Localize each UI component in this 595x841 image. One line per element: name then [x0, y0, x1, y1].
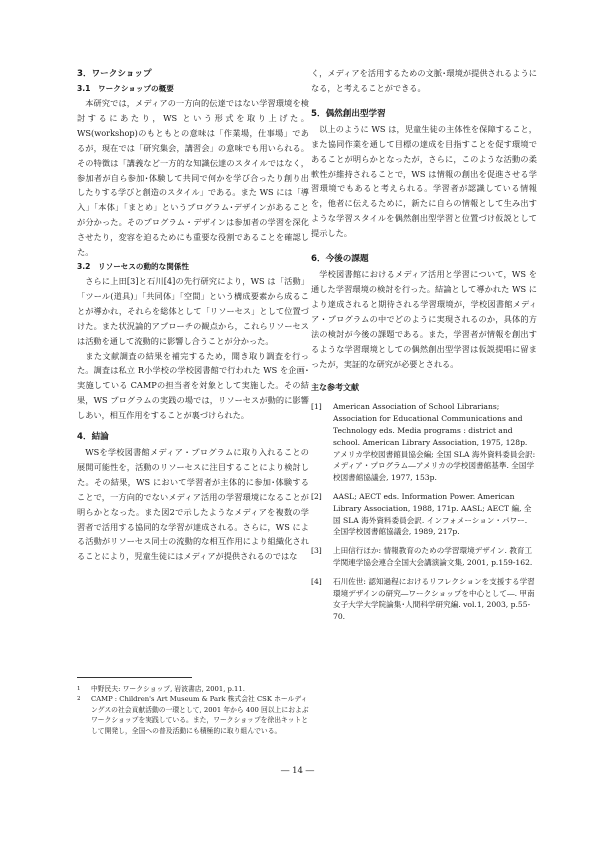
reference-number: [3]	[311, 546, 322, 556]
section-6-heading: 6．今後の課題	[311, 254, 369, 265]
reference-number: [4]	[311, 576, 322, 586]
section-5-heading: 5．偶然創出型学習	[311, 108, 386, 119]
section-3-2-heading: 3.2 リソーセスの動的な関係性	[77, 261, 190, 271]
page-number: ― 14 ―	[280, 766, 315, 776]
section-3-2-paragraph-2: また文献調査の結果を補完するため，聞き取り調査を行った。調査は私立 R小学校の学校図書館で行われた WS を企画･実施している CAMPの担当者を対象として実施した。その結果，WS プログラムの実践の場では，リソーセスが動的に影響しあい，相互作用をすることが裏づけられた。	[77, 350, 309, 421]
footnote-mark: 1	[77, 686, 81, 692]
section-4-paragraph: WSを学校図書館メディア・プログラムに取り入れることの展開可能性を，活動のリソーセスに注目することにより検討した。その結果，WS において学習者が主体的に参加･体験することで，一方向的でないメディア活用の学習環境になることが明らかとなった。また図2で示したようなメディアを複数の学習者で活用する協同的な学習が達成される。さらに，WS による活動がリソーセス同士の流動的な相互作用により組織化されることにより，児童生徒にはメディアが提供されるのではな	[77, 447, 309, 562]
references-heading: 主な参考文献	[311, 383, 359, 393]
reference-item	[311, 545, 537, 569]
section-3-1-paragraph: 本研究では，メディアの一方向的伝達ではない学習環境を検討するにあたり，WS という形式を取り上げた。WS(workshop)のもともとの意味は「作業場，仕事場」であるが，現在では「研究集会，講習会」の意味でも用いられる。その特徴は「講義など一方的な知識伝達のスタイルではなく，参加者が自ら参加･体験して共同で何かを学び合ったり創り出したりする学びと創造のスタイル」である。また WS には「導入」「本体」「まとめ」というプログラム･デザインがあることが分かった。そのプログラム・デザインは参加者の学習を深化させたり，変容を迫るためにも重要な役割であることを確認した。	[77, 98, 309, 258]
section-3-2-paragraph-1: さらに上田[3]と石川[4]の先行研究により，WS は「活動」「ツール(道具)」「共同体」「空間」という構成要素から成ることが導かれ，それらを総体として「リソーセス」として位置づけた。また状況論的アプローチの観点から，これらリソーセスは活動を通して流動的に影響し合うことが分かった。	[77, 275, 309, 346]
footnotes	[77, 684, 309, 736]
reference-text: AASL; AECT eds. Information Power. American Library Association, 1988, 171p. AASL; AECT 編, 全国 SLA 海外資料委員会訳. インフォメーション・パワー. 全国学校図書館協議会, 1989, 217p.	[333, 491, 532, 537]
footnote	[77, 694, 309, 736]
reference-item	[311, 401, 537, 484]
reference-text: American Association of School Librarians; Association for Educational Communications and Technology eds. Media programs : district and school. American Library Association, 1975, 128p. アメリカ学校図書館員協会編; 全国 SLA 海外資料委員会訳: メディア・プログラム―アメリカの学校図書館基準. 全国学校図書館協議会, 1977, 153p.	[333, 402, 536, 483]
reference-text: 上田信行ほか: 情報教育のための学習環境デザイン. 教育工学関連学協会連合全国大会講演論文集, 2001, p.159-162.	[333, 546, 533, 567]
reference-number: [2]	[311, 491, 322, 501]
section-5-paragraph: 以上のように WS は，児童生徒の主体性を保障すること，また協同作業を通して目標の達成を目指すことを促す環境であることが明らかとなったが，さらに，このような活動の柔軟性が維持されることで，WS は情報の創出を促進させる学習環境でもあると考えられる。学習者が認識している情報を，他者に伝えるために，新たに自らの情報として生み出すような学習スタイルを偶然創出型学習と位置づけ仮説として提示した。	[311, 123, 537, 239]
reference-number: [1]	[311, 402, 322, 412]
reference-item	[311, 576, 537, 623]
footnote-divider	[77, 677, 192, 678]
reference-list	[311, 401, 537, 623]
reference-text: 石川佐世: 認知過程におけるリフレクションを支援する学習環境デザインの研究―ワークショップを中心として―. 甲南女子大学大学院論集･人間科学研究編. vol.1, 2003, p.55-70.	[333, 576, 535, 622]
footnote-text: 中野民夫: ワークショップ, 岩波書店, 2001, p.11.	[91, 685, 245, 693]
footnote-text: CAMP : Children's Art Museum & Park 株式会社 CSK ホールディングスの社会貢献活動の一環として, 2001 年から 400 回以上におよぶワークショップを実践している。また，ワークショップを徐出キットとして開発し，全国への普及活動にも積極的に取り組んでいる。	[91, 695, 309, 735]
section-3-heading: 3．ワークショップ	[77, 69, 152, 79]
section-6-paragraph: 学校図書館におけるメディア活用と学習について，WS を通した学習環境の検討を行った。結論として導かれた WS により達成されると期待される学習環境が，学校図書館メディア・プログラムの中でどのように実現されるのか，具体的方法の検討が今後の課題である。また，学習者が情報を創出するような学習環境としての偶然創出型学習は仮説提唱に留まったが，実証的な研究が必要とされる。	[311, 269, 537, 369]
section-4-continuation: く，メディアを活用するための文脈･環境が提供されるようになる，と考えることができる。	[311, 68, 537, 93]
section-4-heading: 4．結論	[77, 432, 109, 443]
footnote-mark: 2	[77, 696, 81, 703]
left-column	[77, 66, 309, 564]
section-3-1-heading: 3.1 ワークショップの概要	[77, 84, 174, 93]
reference-item	[311, 491, 537, 538]
right-column	[311, 66, 537, 630]
footnote	[77, 684, 309, 694]
